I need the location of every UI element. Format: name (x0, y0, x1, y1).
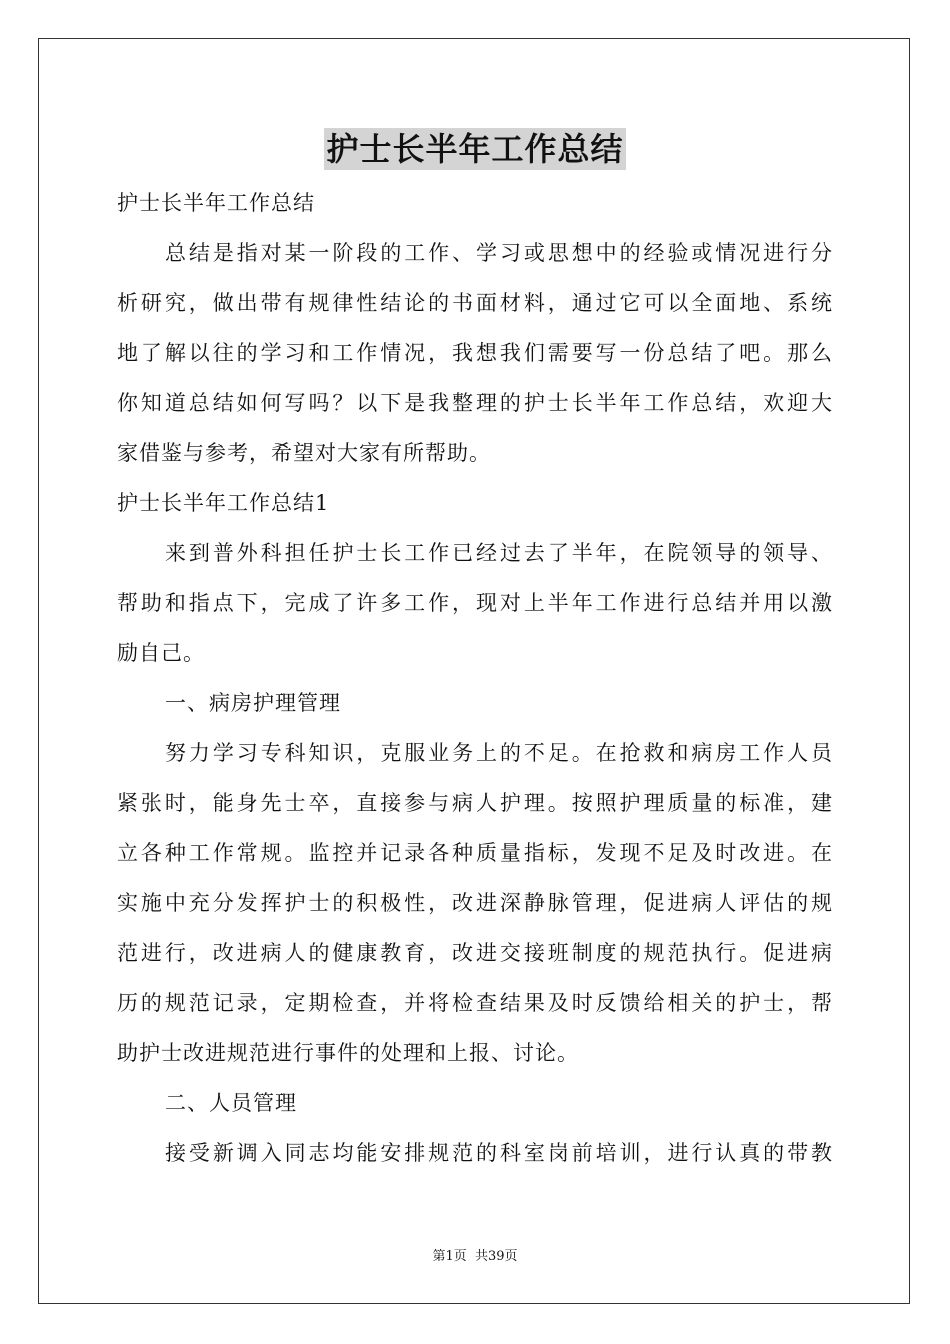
body-line: 你知道总结如何写吗？以下是我整理的护士长半年工作总结，欢迎大 (117, 391, 833, 415)
title-container (0, 128, 950, 170)
body-line: 紧张时，能身先士卒，直接参与病人护理。按照护理质量的标准，建 (117, 791, 833, 815)
body-line: 护士长半年工作总结1 (117, 491, 330, 515)
body-line: 接受新调入同志均能安排规范的科室岗前培训，进行认真的带教 (165, 1141, 833, 1165)
body-line: 一、病房护理管理 (165, 691, 341, 715)
body-line: 历的规范记录，定期检查，并将检查结果及时反馈给相关的护士，帮 (117, 991, 833, 1015)
document-body (117, 178, 833, 1178)
body-line: 总结是指对某一阶段的工作、学习或思想中的经验或情况进行分 (165, 241, 833, 265)
page-footer (0, 1248, 950, 1266)
page-number: 第1页 (432, 1249, 467, 1264)
body-line: 助护士改进规范进行事件的处理和上报、讨论。 (117, 1041, 579, 1065)
body-line: 帮助和指点下，完成了许多工作，现对上半年工作进行总结并用以激 (117, 591, 833, 615)
body-line: 努力学习专科知识，克服业务上的不足。在抢救和病房工作人员 (165, 741, 833, 765)
body-line: 地了解以往的学习和工作情况，我想我们需要写一份总结了吧。那么 (117, 341, 833, 365)
body-line: 二、人员管理 (165, 1091, 297, 1115)
body-line: 护士长半年工作总结 (117, 191, 315, 215)
document-title: 护士长半年工作总结 (326, 130, 624, 168)
body-line: 范进行，改进病人的健康教育，改进交接班制度的规范执行。促进病 (117, 941, 833, 965)
body-line: 实施中充分发挥护士的积极性，改进深静脉管理，促进病人评估的规 (117, 891, 833, 915)
body-line: 励自己。 (117, 641, 205, 665)
page-total: 共39页 (474, 1249, 518, 1264)
body-line: 析研究，做出带有规律性结论的书面材料，通过它可以全面地、系统 (117, 291, 833, 315)
body-line: 立各种工作常规。监控并记录各种质量指标，发现不足及时改进。在 (117, 841, 833, 865)
body-line: 来到普外科担任护士长工作已经过去了半年，在院领导的领导、 (165, 541, 833, 565)
body-line: 家借鉴与参考，希望对大家有所帮助。 (117, 441, 491, 465)
